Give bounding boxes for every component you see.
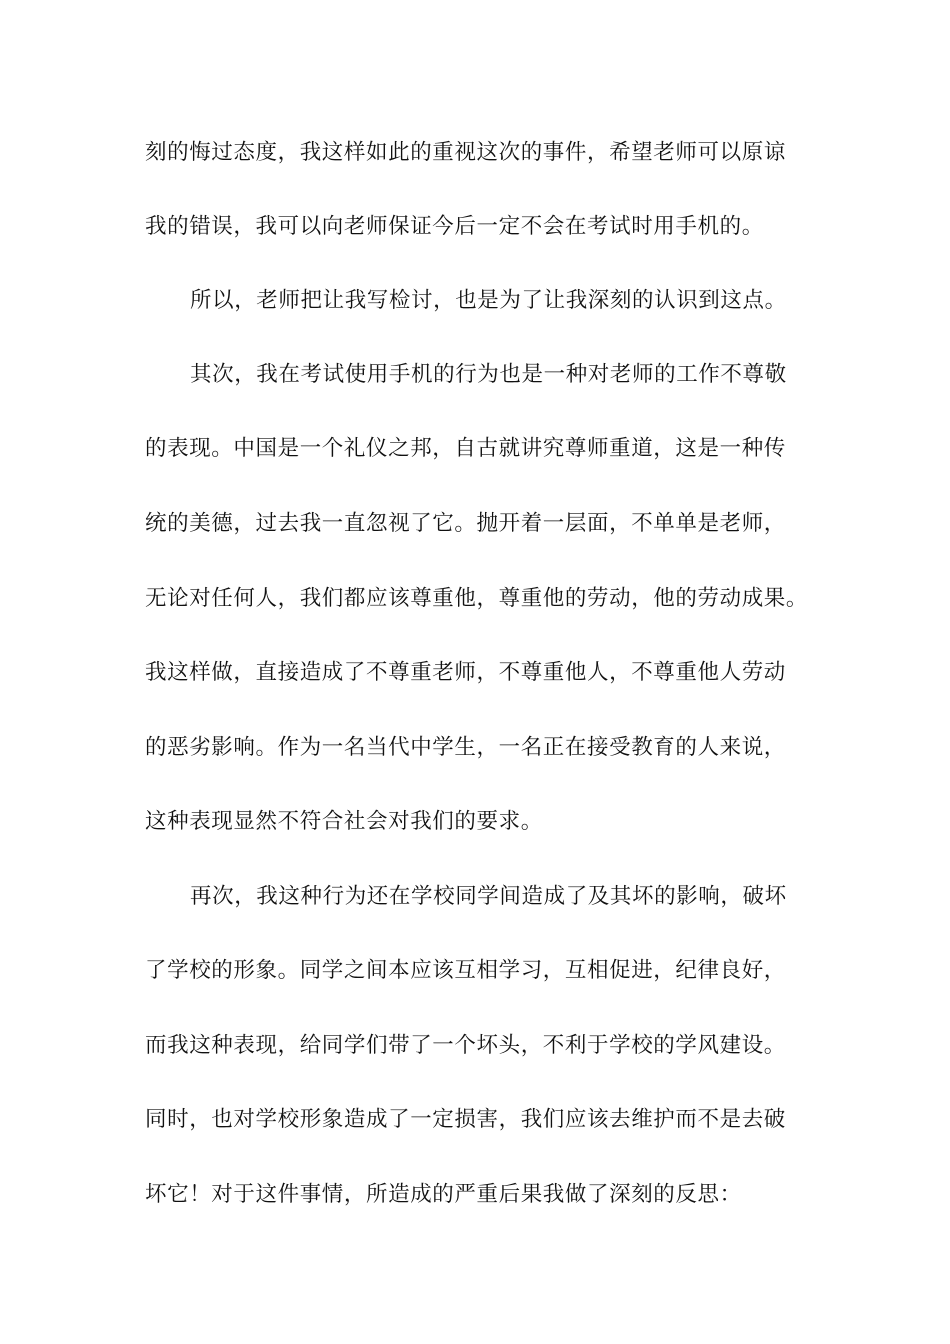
text-line: 无论对任何人，我们都应该尊重他，尊重他的劳动，他的劳动成果。: [145, 586, 809, 611]
paragraph-first-line: 其次，我在考试使用手机的行为也是一种对老师的工作不尊敬: [190, 362, 787, 387]
text-line: 的恶劣影响。作为一名当代中学生，一名正在接受教育的人来说，: [145, 735, 786, 760]
text-line: 而我这种表现，给同学们带了一个坏头，不利于学校的学风建设。: [145, 1033, 786, 1058]
text-line: 了学校的形象。同学之间本应该互相学习，互相促进，纪律良好，: [145, 958, 786, 983]
text-line: 我的错误，我可以向老师保证今后一定不会在考试时用手机的。: [145, 214, 764, 239]
paragraph-first-line: 再次，我这种行为还在学校同学间造成了及其坏的影响，破坏: [190, 884, 787, 909]
text-line: 这种表现显然不符合社会对我们的要求。: [145, 809, 543, 834]
text-line: 统的美德，过去我一直忽视了它。抛开着一层面，不单单是老师，: [145, 511, 786, 536]
text-line: 刻的悔过态度，我这样如此的重视这次的事件，希望老师可以原谅: [145, 140, 786, 165]
text-line: 坏它！对于这件事情，所造成的严重后果我做了深刻的反思：: [145, 1182, 742, 1207]
text-line: 我这样做，直接造成了不尊重老师，不尊重他人，不尊重他人劳动: [145, 660, 786, 685]
text-line: 的表现。中国是一个礼仪之邦，自古就讲究尊师重道，这是一种传: [145, 436, 786, 461]
paragraph-first-line: 所以，老师把让我写检讨，也是为了让我深刻的认识到这点。: [190, 288, 787, 313]
text-line: 同时，也对学校形象造成了一定损害，我们应该去维护而不是去破: [145, 1107, 786, 1132]
